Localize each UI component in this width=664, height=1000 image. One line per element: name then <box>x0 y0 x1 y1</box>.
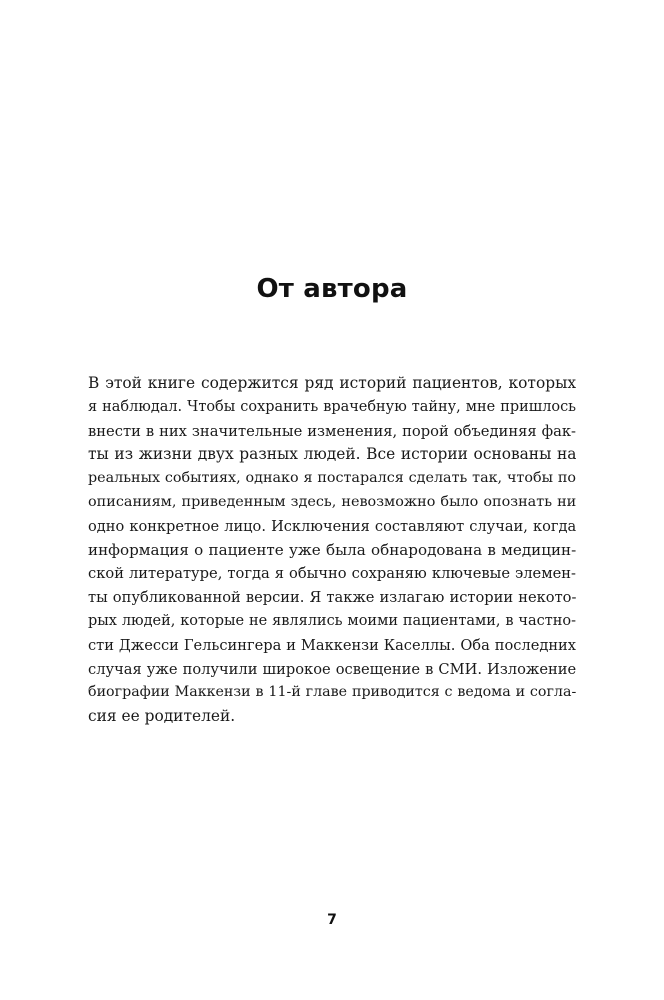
author-note-paragraph <box>88 372 576 729</box>
paragraph-line: сти Джесси Гельсингера и Маккензи Каселлы. Оба последних <box>88 636 576 654</box>
paragraph-line: внести в них значительные изменения, порой объединяя фак- <box>88 422 576 440</box>
paragraph-line: информация о пациенте уже была обнародована в медицин- <box>88 540 577 559</box>
paragraph-line: случая уже получили широкое освещение в СМИ. Изложение <box>88 660 577 678</box>
chapter-heading: От автора <box>256 274 408 304</box>
paragraph-line: реальных событиях, однако я постарался сделать так, чтобы по <box>88 470 576 487</box>
paragraph-line: ты из жизни двух разных людей. Все истории основаны на <box>88 445 577 464</box>
paragraph-line: биографии Маккензи в 11-й главе приводится с ведома и согла- <box>88 684 577 701</box>
paragraph-line: одно конкретное лицо. Исключения составляют случаи, когда <box>88 517 577 535</box>
paragraph-line: ской литературе, тогда я обычно сохраняю ключевые элемен- <box>88 565 576 583</box>
paragraph-line: В этой книге содержится ряд историй пациентов, которых <box>88 374 576 392</box>
paragraph-line: сия ее родителей. <box>88 707 236 726</box>
paragraph-line: описаниям, приведенным здесь, невозможно было опознать ни <box>88 493 577 510</box>
paragraph-line: ты опубликованной версии. Я также излагаю истории некото- <box>88 589 577 607</box>
paragraph-line: я наблюдал. Чтобы сохранить врачебную тайну, мне пришлось <box>88 398 577 415</box>
page-number: 7 <box>327 912 337 928</box>
paragraph-line: рых людей, которые не являлись моими пациентами, в частно- <box>88 612 576 629</box>
